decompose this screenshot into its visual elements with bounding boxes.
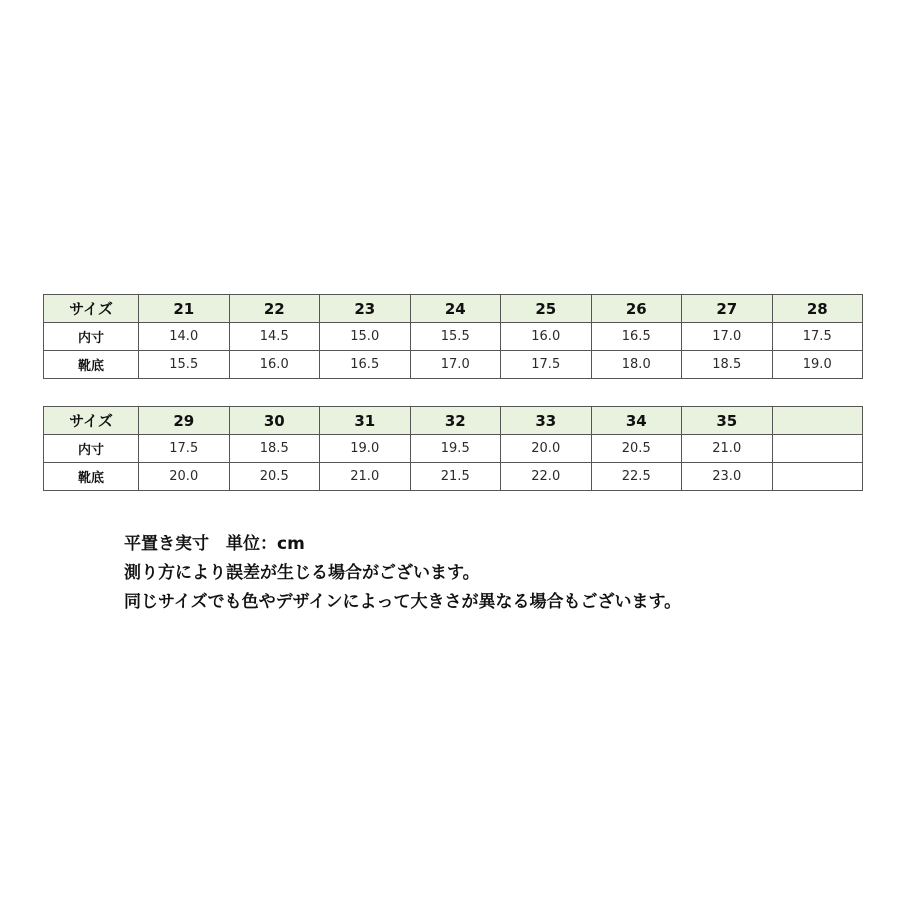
inner-length-cell: 15.5 — [410, 323, 501, 351]
size-cell: 27 — [682, 295, 773, 323]
size-cell: 23 — [320, 295, 411, 323]
inner-length-cell-empty — [772, 435, 863, 463]
sole-length-cell: 15.5 — [139, 351, 230, 379]
inner-length-cell: 16.0 — [501, 323, 592, 351]
size-header-label: サイズ — [44, 407, 139, 435]
sole-length-row — [44, 351, 863, 379]
sole-length-cell: 19.0 — [772, 351, 863, 379]
inner-length-label: 内寸 — [44, 435, 139, 463]
size-header-row — [44, 407, 863, 435]
size-cell: 25 — [501, 295, 592, 323]
size-cell: 31 — [320, 407, 411, 435]
inner-length-cell: 17.5 — [139, 435, 230, 463]
size-cell: 32 — [410, 407, 501, 435]
inner-length-cell: 17.5 — [772, 323, 863, 351]
sole-length-cell: 21.5 — [410, 463, 501, 491]
size-cell: 30 — [229, 407, 320, 435]
inner-length-cell: 16.5 — [591, 323, 682, 351]
sole-length-cell: 16.0 — [229, 351, 320, 379]
size-cell: 26 — [591, 295, 682, 323]
size-cell: 22 — [229, 295, 320, 323]
inner-length-row — [44, 435, 863, 463]
size-header-row — [44, 295, 863, 323]
sole-length-cell: 17.5 — [501, 351, 592, 379]
sole-length-cell: 20.5 — [229, 463, 320, 491]
inner-length-cell: 20.0 — [501, 435, 592, 463]
inner-length-cell: 15.0 — [320, 323, 411, 351]
size-table-1 — [43, 294, 863, 379]
sole-length-label: 靴底 — [44, 351, 139, 379]
inner-length-cell: 21.0 — [682, 435, 773, 463]
measurement-notes — [124, 530, 884, 617]
sole-length-cell: 21.0 — [320, 463, 411, 491]
sole-length-cell-empty — [772, 463, 863, 491]
sole-length-row — [44, 463, 863, 491]
size-cell: 33 — [501, 407, 592, 435]
size-cell: 24 — [410, 295, 501, 323]
size-cell: 35 — [682, 407, 773, 435]
sole-length-cell: 17.0 — [410, 351, 501, 379]
inner-length-cell: 18.5 — [229, 435, 320, 463]
size-table-2 — [43, 406, 863, 491]
size-variation-note: 同じサイズでも色やデザインによって大きさが異なる場合もございます。 — [124, 592, 682, 612]
sole-length-label: 靴底 — [44, 463, 139, 491]
size-header-label: サイズ — [44, 295, 139, 323]
sole-length-cell: 18.5 — [682, 351, 773, 379]
size-cell: 34 — [591, 407, 682, 435]
inner-length-row — [44, 323, 863, 351]
size-cell: 21 — [139, 295, 230, 323]
inner-length-cell: 20.5 — [591, 435, 682, 463]
sole-length-cell: 23.0 — [682, 463, 773, 491]
sole-length-cell: 20.0 — [139, 463, 230, 491]
size-cell: 28 — [772, 295, 863, 323]
sole-length-cell: 22.0 — [501, 463, 592, 491]
measurement-error-note: 測り方により誤差が生じる場合がございます。 — [124, 563, 480, 583]
inner-length-cell: 17.0 — [682, 323, 773, 351]
size-cell-empty — [772, 407, 863, 435]
inner-length-label: 内寸 — [44, 323, 139, 351]
sole-length-cell: 16.5 — [320, 351, 411, 379]
inner-length-cell: 19.5 — [410, 435, 501, 463]
inner-length-cell: 14.0 — [139, 323, 230, 351]
measurement-unit-note: 平置き実寸 単位：cm — [124, 534, 305, 554]
inner-length-cell: 14.5 — [229, 323, 320, 351]
size-cell: 29 — [139, 407, 230, 435]
inner-length-cell: 19.0 — [320, 435, 411, 463]
sole-length-cell: 22.5 — [591, 463, 682, 491]
sole-length-cell: 18.0 — [591, 351, 682, 379]
